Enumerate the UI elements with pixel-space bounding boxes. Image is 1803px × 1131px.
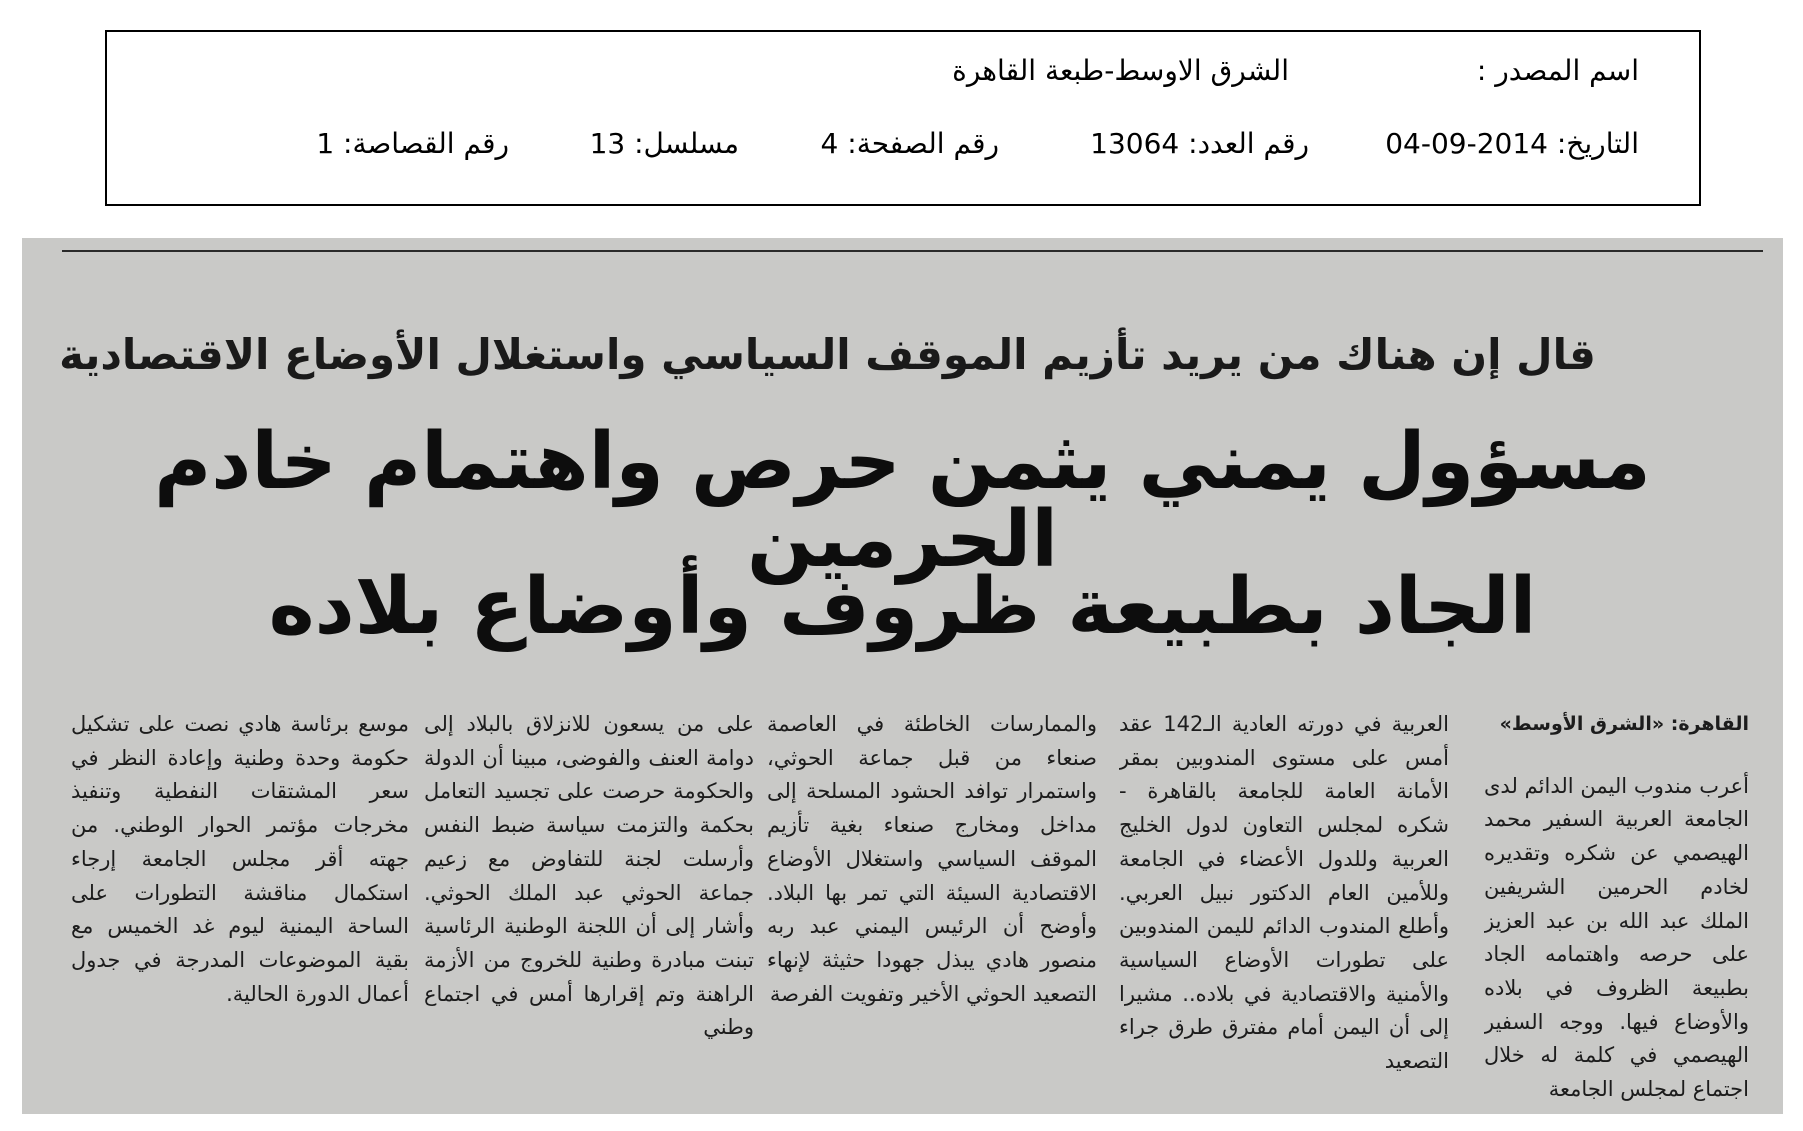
- source-label: اسم المصدر :: [1476, 54, 1639, 87]
- column-5-text: موسع برئاسة هادي نصت على تشكيل حكومة وحدة وطنية وإعادة النظر في سعر المشتقات النفطية وتنفيذ مخرجات مؤتمر الحوار الوطني. من جهته أقر مجلس الجامعة إرجاء استكمال مناقشة التطورات على الساحة اليمنية ليوم غد الخميس مع بقية الموضوعات المدرجة في جدول أعمال الدورة الحالية.: [71, 712, 409, 1006]
- dateline: القاهرة: «الشرق الأوسط»: [1499, 713, 1749, 735]
- issue-value: 13064: [1090, 127, 1180, 160]
- column-2-text: العربية في دورته العادية الـ142 عقد أمس على مستوى المندوبين بمقر الأمانة العامة للجامعة بالقاهرة - شكره لمجلس التعاون لدول الخليج العربية وللدول الأعضاء في الجامعة وللأمين العام الدكتور نبيل العربي. وأطلع المندوب الدائم لليمن المندوبين على تطورات الأوضاع السياسية والأمنية والاقتصادية في بلاده.. مشيرا إلى أن اليمن أمام مفترق طرق جراء التصعيد: [1119, 712, 1449, 1074]
- source-row: [107, 54, 1699, 94]
- headline-line-1: مسؤول يمني يثمن حرص واهتمام خادم الحرمين: [154, 417, 1651, 585]
- column-3-text: والممارسات الخاطئة في العاصمة صنعاء من قبل جماعة الحوثي، واستمرار توافد الحشود المسلحة إلى مداخل ومخارج صنعاء بغية تأزيم الموقف السياسي واستغلال الأوضاع الاقتصادية السيئة التي تمر بها البلاد. وأوضح أن الرئيس اليمني عبد ربه منصور هادي يبذل جهودا حثيثة لإنهاء التصعيد الحوثي الأخير وتفويت الفرصة: [767, 712, 1097, 1006]
- issue-label: رقم العدد:: [1188, 127, 1309, 160]
- column-4-text: على من يسعون للانزلاق بالبلاد إلى دوامة العنف والفوضى، مبينا أن الدولة والحكومة حرصت على تجسيد التعامل بحكمة والتزمت سياسة ضبط النفس وأرسلت لجنة للتفاوض مع زعيم جماعة الحوثي عبد الملك الحوثي. وأشار إلى أن اللجنة الوطنية الرئاسية تبنت مبادرة وطنية للخروج من الأزمة الراهنة وتم إقرارها أمس في اجتماع وطني: [424, 712, 754, 1040]
- clipping-field: [316, 127, 509, 160]
- serial-value: 13: [589, 127, 626, 160]
- issue-field: [1090, 127, 1309, 160]
- headline-line-2: الجاد بطبيعة ظروف وأوضاع بلاده: [268, 562, 1537, 652]
- article-column-4: [424, 708, 754, 1104]
- article-column-1: [1484, 708, 1749, 1104]
- date-label: التاريخ:: [1556, 127, 1639, 160]
- column-1-text: أعرب مندوب اليمن الدائم لدى الجامعة العربية السفير محمد الهيصمي عن شكره وتقديره لخادم الحرمين الشريفين الملك عبد الله بن عبد العزيز على حرصه واهتمامه الجاد بطبيعة الظروف في بلاده والأوضاع فيها. ووجه السفير الهيصمي في كلمة له خلال اجتماع لمجلس الجامعة: [1484, 773, 1749, 1102]
- article-body: [52, 708, 1769, 1104]
- article-column-3: [767, 708, 1097, 1104]
- date-field: [1385, 127, 1639, 160]
- article-column-5: [71, 708, 409, 1104]
- serial-label: مسلسل:: [634, 127, 739, 160]
- page-field: [821, 127, 999, 160]
- top-rule: [62, 250, 1763, 252]
- page-label: رقم الصفحة:: [847, 127, 999, 160]
- page-value: 4: [820, 127, 839, 160]
- article-kicker: قال إن هناك من يريد تأزيم الموقف السياسي واستغلال الأوضاع الاقتصادية: [59, 330, 1596, 379]
- serial-field: [590, 127, 739, 160]
- source-info-box: [105, 30, 1701, 206]
- newspaper-clipping: [22, 238, 1783, 1114]
- source-value: الشرق الاوسط-طبعة القاهرة: [952, 54, 1289, 87]
- article-column-2: [1119, 708, 1449, 1104]
- clipping-label: رقم القصاصة:: [343, 127, 509, 160]
- date-value: 2014-09-04: [1385, 127, 1548, 160]
- clipping-value: 1: [316, 127, 335, 160]
- publication-details-row: [107, 127, 1699, 167]
